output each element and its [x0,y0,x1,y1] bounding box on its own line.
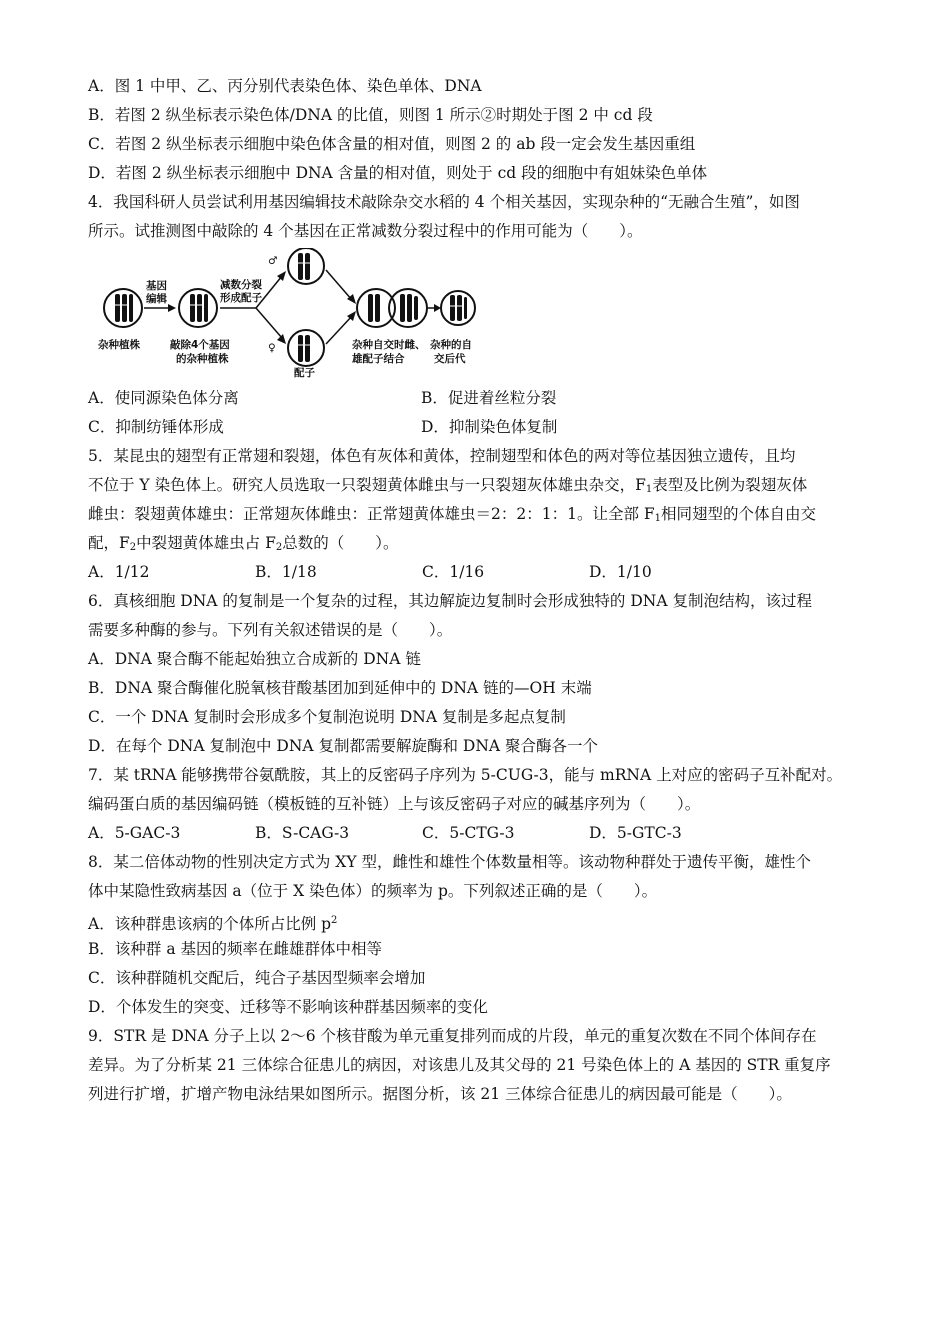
q8-option-d: D．个体发生的突变、迁移等不影响该种群基因频率的变化 [88,998,488,1016]
q9-line2: 差异。为了分析某 21 三体综合征患儿的病因，对该患儿及其父母的 21 号染色体上的 A 基因的 STR 重复序 [88,1056,831,1074]
q5-line2-text-b: 表型及比例为裂翅灰体 [652,476,808,494]
q5-line2 [88,471,888,500]
offspring-cell [441,291,475,325]
q5-line4-text-c: 总数的（ ）。 [282,534,399,552]
q3-option-b: B．若图 2 纵坐标表示染色体/DNA 的比值，则图 1 所示②时期处于图 2 中 cd 段 [88,106,653,124]
hybrid-plant-label: 杂种植株 [98,339,140,351]
q8-line1: 8．某二倍体动物的性别决定方式为 XY 型，雌性和雄性个体数量相等。该动物种群处于遗传平衡，雄性个 [88,853,811,871]
q6-option-c: C．一个 DNA 复制时会形成多个复制泡说明 DNA 复制是多起点复制 [88,708,566,726]
q5-line3-text-b: 相同翅型的个体自由交 [661,505,817,523]
hybrid-plant-cell [104,289,142,327]
q8-line2: 体中某隐性致病基因 a（位于 X 染色体）的频率为 p。下列叙述正确的是（ ）。 [88,882,658,900]
gamete-label: 配子 [294,367,315,378]
q4-stem-line2: 所示。试推测图中敲除的 4 个基因在正常减数分裂过程中的作用可能为（ ）。 [88,222,643,240]
male-symbol: ♂ [268,255,278,267]
female-gamete-cell [288,330,324,366]
q3-option-c: C．若图 2 纵坐标表示细胞中染色体含量的相对值，则图 2 的 ab 段一定会发生基因重组 [88,135,696,153]
q5-options [88,558,888,587]
q4-option-a: A．使同源染色体分离 [88,389,239,407]
q8-option-a [88,906,888,935]
fusion-cells [357,289,427,327]
q6-line2: 需要多种酶的参与。下列有关叙述错误的是（ ）。 [88,621,453,639]
q7-options [88,819,888,848]
meiosis-label-line2: 形成配子 [220,292,262,304]
q6-option-a: A．DNA 聚合酶不能起始独立合成新的 DNA 链 [88,650,421,668]
fusion-label-line2: 雄配子结合 [352,353,405,365]
q5-line4 [88,529,888,558]
q5-line2-sub: 1 [645,484,653,495]
meiosis-label-line1: 减数分裂 [220,279,262,291]
q5-line4-text-b: 中裂翅黄体雄虫占 F [136,534,276,552]
exam-page [88,72,888,1109]
female-symbol: ♀ [268,342,276,354]
q4-option-b: B．促进着丝粒分裂 [421,389,557,407]
q4-option-d: D．抑制染色体复制 [421,418,558,436]
knockout-label-line2: 的杂种植株 [176,353,229,365]
q5-line3-text-a: 雌虫：裂翅黄体雄虫：正常翅灰体雌虫：正常翅黄体雄虫＝2：2：1：1。让全部 F [88,505,655,523]
gene-editing-label-bottom: 编辑 [146,293,167,305]
gene-editing-label-top: 基因 [146,280,167,292]
q7-option-b: B．S-CAG-3 [255,824,350,842]
q5-line4-sub2: 2 [275,542,283,553]
q4-figure-svg [96,248,476,378]
knockout-label-line1: 敲除4个基因 [170,339,230,351]
q9-line3: 列进行扩增，扩增产物电泳结果如图所示。据图分析，该 21 三体综合征患儿的病因最可能是（ ）。 [88,1085,792,1103]
q4-options-row1 [88,384,888,413]
q7-line2: 编码蛋白质的基因编码链（模板链的互补链）上与该反密码子对应的碱基序列为（ ）。 [88,795,701,813]
q3-option-d: D．若图 2 纵坐标表示细胞中 DNA 含量的相对值，则处于 cd 段的细胞中有姐妹染色单体 [88,164,708,182]
offspring-label-line2: 交后代 [434,353,466,365]
q7-option-c: C．5-CTG-3 [422,824,515,842]
q7-line1: 7．某 tRNA 能够携带谷氨酰胺，其上的反密码子序列为 5-CUG-3，能与 mRNA 上对应的密码子互补配对。 [88,766,843,784]
q4-option-c: C．抑制纺锤体形成 [88,418,224,436]
q5-option-b: B．1/18 [255,563,317,581]
edited-plant-cell [179,289,217,327]
q5-option-c: C．1/16 [422,563,485,581]
q6-line1: 6．真核细胞 DNA 的复制是一个复杂的过程，其边解旋边复制时会形成独特的 DNA 复制泡结构，该过程 [88,592,812,610]
q8-option-a-sup: 2 [331,915,338,926]
q6-option-d: D．在每个 DNA 复制泡中 DNA 复制都需要解旋酶和 DNA 聚合酶各一个 [88,737,599,755]
q6-option-b: B．DNA 聚合酶催化脱氧核苷酸基团加到延伸中的 DNA 链的—OH 末端 [88,679,592,697]
q5-line4-text-a: 配，F [88,534,130,552]
q5-line3 [88,500,888,529]
q5-option-a: A．1/12 [88,563,150,581]
q8-option-a-text: A．该种群患该病的个体所占比例 p [88,915,332,933]
male-gamete-cell [288,248,324,284]
q8-option-c: C．该种群随机交配后，纯合子基因型频率会增加 [88,969,426,987]
q5-line1: 5．某昆虫的翅型有正常翅和裂翅，体色有灰体和黄体，控制翅型和体色的两对等位基因独立遗传，且均 [88,447,796,465]
offspring-label-line1: 杂种的自 [430,339,472,351]
fusion-label-line1: 杂种自交时雌、 [352,339,426,351]
q3-option-a: A．图 1 中甲、乙、丙分别代表染色体、染色单体、DNA [88,77,482,95]
q8-option-b: B．该种群 a 基因的频率在雌雄群体中相等 [88,940,382,958]
q5-line2-text-a: 不位于 Y 染色体上。研究人员选取一只裂翅黄体雌虫与一只裂翅灰体雄虫杂交，F [88,476,646,494]
q4-stem-line1: 4．我国科研人员尝试利用基因编辑技术敲除杂交水稻的 4 个相关基因，实现杂种的“无融合生殖”，如图 [88,193,800,211]
q9-line1: 9．STR 是 DNA 分子上以 2～6 个核苷酸为单元重复排列而成的片段，单元的重复次数在不同个体间存在 [88,1027,817,1045]
q5-line3-sub: 1 [654,513,662,524]
q7-option-a: A．5-GAC-3 [88,824,181,842]
q4-apomixis-figure [96,248,476,378]
q5-option-d: D．1/10 [589,563,652,581]
q5-line4-sub: 2 [129,542,137,553]
q7-option-d: D．5-GTC-3 [589,824,682,842]
q4-options-row2 [88,413,888,442]
